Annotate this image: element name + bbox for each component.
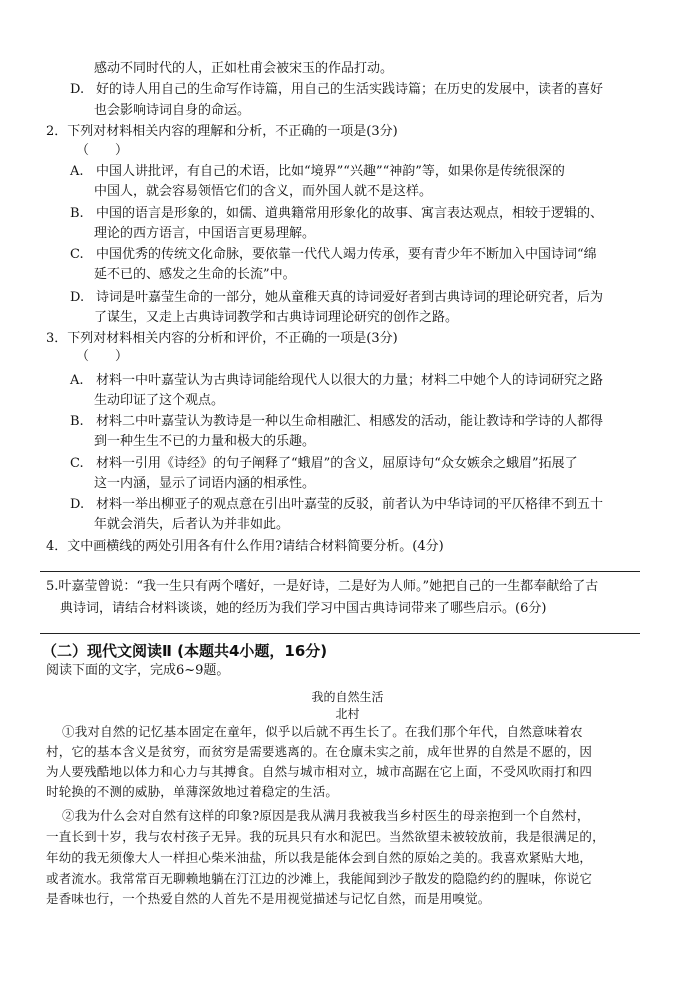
option-text: 中国优秀的传统文化命脉，要依靠一代代人竭力传承，要有青少年不断加入中国诗词“绵 [96, 247, 597, 262]
q2-answer-blank[interactable]: （ ） [76, 143, 129, 158]
option-text: 好的诗人用自己的生命写作诗篇，用自己的生活实践诗篇；在历史的发展中，读者的喜好 [96, 82, 604, 97]
q2-stem: 2．下列对材料相关内容的理解和分析，不正确的一项是(3分) [46, 124, 398, 139]
q3-option-c [70, 455, 578, 473]
passage-p1-line: 村，它的基本含义是贫穷，而贫穷是需要逃离的。在仓廪未实之前，成年世界的自然是不愿的，因 [46, 744, 593, 759]
q3-option-a [70, 372, 603, 390]
q2-option-b-line2: 理论的西方语言，中国语言更易理解。 [94, 226, 316, 241]
q4-stem: 4．文中画横线的两处引用各有什么作用?请结合材料简要分析。(4分) [46, 539, 444, 554]
q2-option-a-line2: 中国人，就会容易领悟它们的含义，而外国人就不是这样。 [94, 184, 433, 199]
q2-option-d-line2: 了谋生，又走上古典诗词教学和古典诗词理论研究的创作之路。 [94, 310, 459, 325]
option-label: D. [70, 82, 85, 97]
passage-p2-line: 年幼的我无须像大人一样担心柴米油盐，所以我是能体会到自然的原始之美的。我喜欢紧贴大地， [46, 850, 593, 865]
q3-answer-blank[interactable]: （ ） [76, 349, 129, 364]
option-text: 中国的语言是形象的，如儒、道典籍常用形象化的故事、寓言表达观点，相较于逻辑的、 [96, 206, 604, 221]
section-heading: （二）现代文阅读Ⅱ (本题共4小题，16分) [42, 642, 328, 660]
q1-option-d [70, 81, 603, 99]
option-text: 材料一举出柳亚子的观点意在引出叶嘉莹的反驳，前者认为中华诗词的平仄格律不到五十 [96, 497, 604, 512]
option-text: 材料一中叶嘉莹认为古典诗词能给现代人以很大的力量；材料二中她个人的诗词研究之路 [96, 373, 604, 388]
q2-option-b [70, 205, 603, 223]
option-label: C. [70, 247, 84, 262]
passage-p2-line: 是香味也行，一个热爱自然的人首先不是用视觉描述与记忆自然，而是用嗅觉。 [46, 891, 491, 906]
option-text: 材料二中叶嘉莹认为教诗是一种以生命相融汇、相感发的活动，能让教诗和学诗的人都得 [96, 414, 604, 429]
q3-option-c-line2: 这一内涵，显示了词语内涵的相承性。 [94, 476, 316, 491]
q2-option-c [70, 246, 597, 264]
q2-option-a [70, 163, 565, 181]
passage-title: 我的自然生活 [311, 690, 384, 704]
q5-stem-line2: 典诗词，请结合材料谈谈，她的经历为我们学习中国古典诗词带来了哪些启示。(6分) [60, 601, 547, 616]
q2-option-d [70, 289, 603, 307]
section-instruction: 阅读下面的文字，完成6~9题。 [46, 663, 230, 678]
passage-p2-line: 或者流水。我常常百无聊赖地躺在汀江边的沙滩上，我能闻到沙子散发的隐隐约约的腥味，你说它 [46, 871, 593, 886]
option-label: B. [70, 414, 84, 429]
q3-option-b [70, 413, 603, 431]
q3-option-d [70, 496, 603, 514]
option-text: 诗词是叶嘉莹生命的一部分，她从童稚天真的诗词爱好者到古典诗词的理论研究者，后为 [96, 290, 604, 305]
answer-line[interactable] [40, 571, 640, 572]
passage-p2-line: 一直长到十岁，我与农村孩子无异。我的玩具只有水和泥巴。当然欲望未被较放前，我是很满足的， [46, 829, 605, 844]
q3-stem: 3．下列对材料相关内容的分析和评价，不正确的一项是(3分) [46, 331, 398, 346]
q5-stem-line1: 5.叶嘉莹曾说：“我一生只有两个嗜好，一是好诗，二是好为人师。”她把自己的一生都奉献给了古 [46, 579, 599, 594]
q3-option-b-line2: 到一种生生不已的力量和极大的乐趣。 [94, 434, 316, 449]
q1-option-d-line2: 也会影响诗词自身的命运。 [94, 103, 251, 118]
option-label: C. [70, 456, 84, 471]
passage-p2-line: ②我为什么会对自然有这样的印象?原因是我从满月我被我当乡村医生的母亲抱到一个自然村， [62, 808, 590, 823]
passage-author: 北村 [335, 707, 360, 721]
option-label: D. [70, 497, 85, 512]
q3-option-a-line2: 生动印证了这个观点。 [94, 393, 225, 408]
q2-option-c-line2: 延不已的、感发之生命的长流”中。 [94, 267, 296, 282]
q1-option-c-line2: 感动不同时代的人，正如杜甫会被宋玉的作品打动。 [94, 61, 394, 76]
answer-line[interactable] [40, 633, 640, 634]
passage-p1-line: ①我对自然的记忆基本固定在童年，似乎以后就不再生长了。在我们那个年代，自然意味着农 [62, 724, 583, 739]
passage-p1-line: 为人要残酷地以体力和心力与其搏食。自然与城市相对立，城市高踞在它上面，不受风吹雨打和四 [46, 764, 593, 779]
option-label: A. [70, 164, 84, 179]
option-text: 材料一引用《诗经》的句子阐释了“蛾眉”的含义，屈原诗句“众女嫉余之蛾眉”拓展了 [96, 456, 578, 471]
option-text: 中国人讲批评，有自己的术语，比如“境界”“兴趣”“神韵”等，如果你是传统很深的 [96, 164, 565, 179]
option-label: A. [70, 373, 84, 388]
q3-option-d-line2: 年就会消失，后者认为并非如此。 [94, 517, 290, 532]
option-label: D. [70, 290, 85, 305]
option-label: B. [70, 206, 84, 221]
passage-p1-line: 时轮换的不测的威胁，单薄深敛地过着稳定的生活。 [46, 784, 339, 799]
